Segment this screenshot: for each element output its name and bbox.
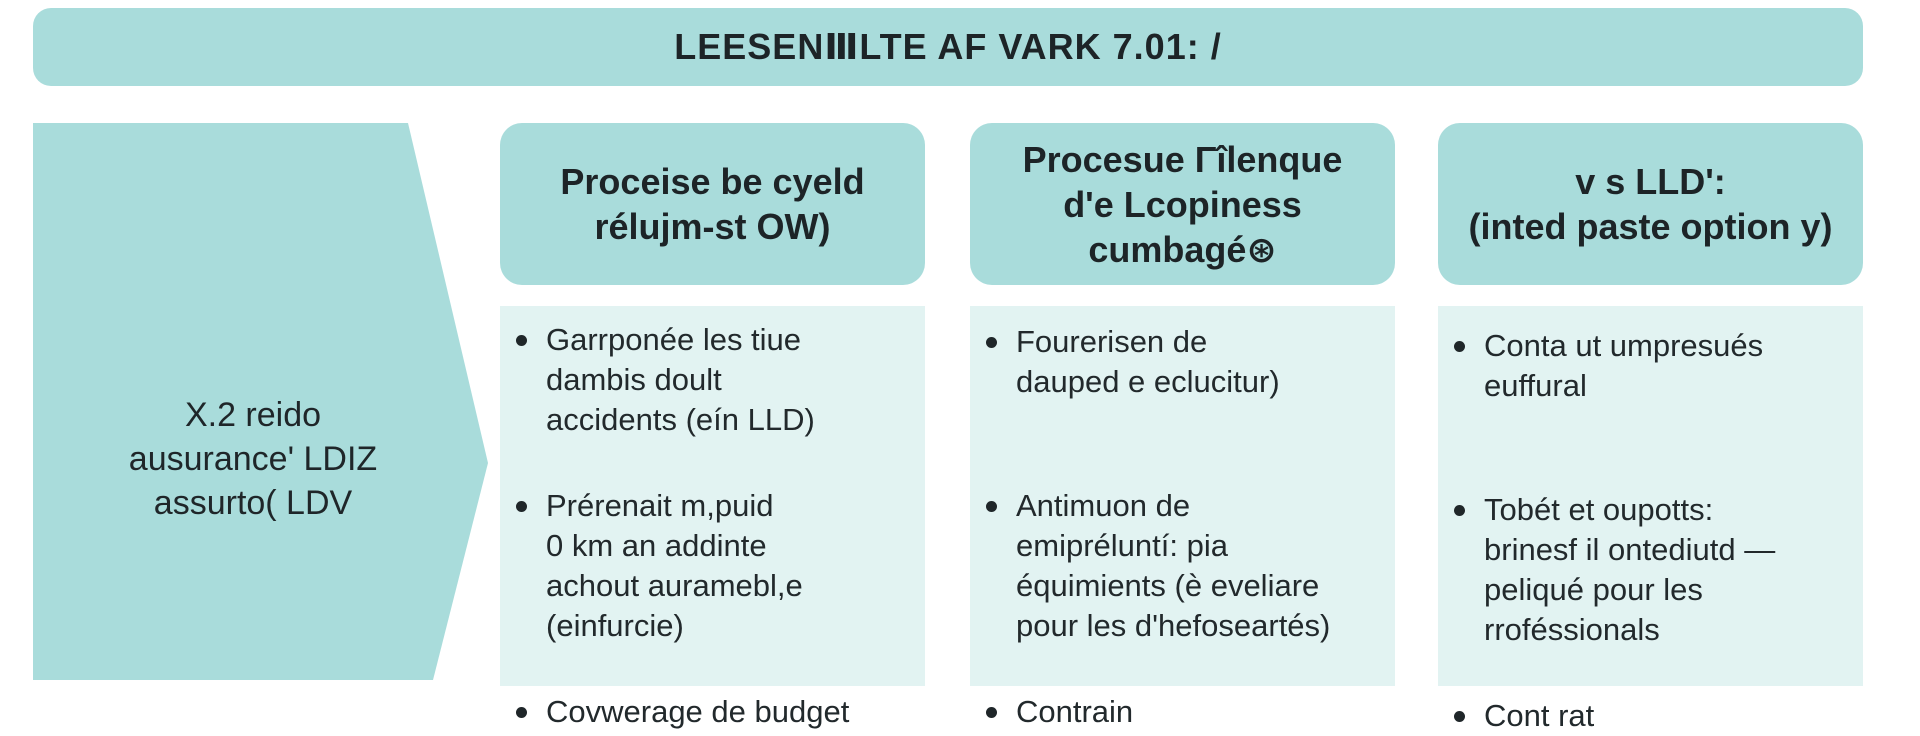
page-title: LEESENⅢLTE AF VARK 7.01: / bbox=[674, 26, 1222, 67]
bullet-icon bbox=[986, 501, 997, 512]
column-1-list bbox=[500, 306, 925, 732]
column-3-body bbox=[1438, 306, 1863, 733]
bullet-icon bbox=[516, 707, 527, 718]
list-item-text: Tobét et oupotts: brinesf il ontediutd — peliqué pour les rroféssionals bbox=[1484, 492, 1776, 647]
bullet-icon bbox=[516, 335, 527, 346]
bullet-icon bbox=[986, 337, 997, 348]
column-1-header: Proceise be cyeld rélujm-st OW) bbox=[500, 123, 925, 285]
bullet-icon bbox=[516, 501, 527, 512]
list-item bbox=[1438, 490, 1863, 650]
column-3-list bbox=[1438, 306, 1863, 736]
bullet-icon bbox=[1454, 341, 1465, 352]
column-3-header: v s LLD': (inted paste option y) bbox=[1438, 123, 1863, 285]
list-item-text: Cont rat bbox=[1484, 698, 1595, 733]
list-item bbox=[970, 322, 1395, 402]
column-2-header: Procesue Γîlenque d'e Lcopiness cumbagé⊛ bbox=[970, 123, 1395, 285]
column-1-body bbox=[500, 306, 925, 729]
column-2-body bbox=[970, 306, 1395, 729]
arrow-panel bbox=[33, 123, 488, 680]
list-item bbox=[500, 486, 925, 646]
list-item bbox=[1438, 696, 1863, 736]
title-banner bbox=[33, 8, 1863, 86]
bullet-icon bbox=[1454, 711, 1465, 722]
list-item bbox=[970, 692, 1395, 732]
list-item bbox=[500, 692, 925, 732]
list-item bbox=[1438, 326, 1863, 406]
list-item bbox=[500, 320, 925, 440]
list-item-text: Antimuon de emipréluntí: pia équimients (è eveliare pour les d'hefoseartés) bbox=[1016, 488, 1331, 643]
list-item bbox=[970, 486, 1395, 646]
list-item-text: Prérenait m,puid 0 km an addinte achout auramebl,e (einfurcie) bbox=[546, 488, 803, 643]
list-item-text: Fourerisen de dauped e eclucitur) bbox=[1016, 324, 1280, 399]
bullet-icon bbox=[1454, 505, 1465, 516]
list-item-text: Contrain bbox=[1016, 694, 1134, 729]
bullet-icon bbox=[986, 707, 997, 718]
arrow-label: X.2 reido ausurance' LDIZ assurto( LDV bbox=[128, 396, 378, 522]
column-2-list bbox=[970, 306, 1395, 732]
list-item-text: Conta ut umpresués euffural bbox=[1484, 328, 1764, 403]
list-item-text: Garrponée les tiue dambis doult accidents (eín LLD) bbox=[546, 322, 815, 437]
list-item-text: Covwerage de budget bbox=[546, 694, 850, 729]
